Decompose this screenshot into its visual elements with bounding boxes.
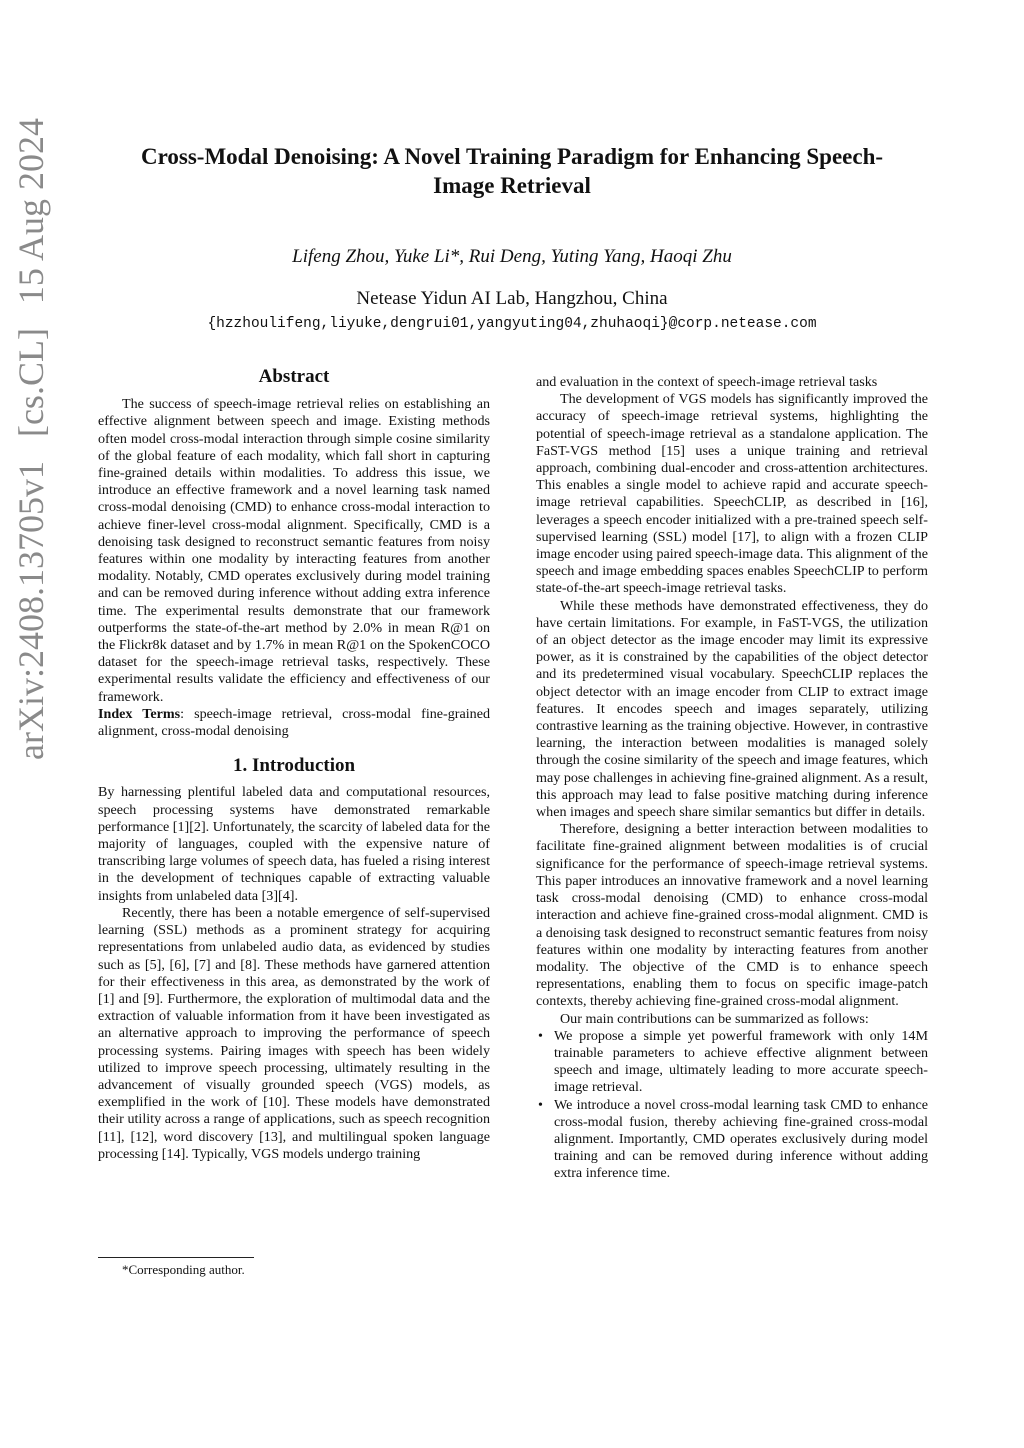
contribution-list: [536, 1028, 928, 1183]
paper-emails: {hzzhoulifeng,liyuke,dengrui01,yangyuting04,zhuhaoqi}@corp.netease.com: [207, 316, 817, 332]
index-terms: [98, 706, 490, 740]
bullet-icon: •: [538, 1027, 543, 1044]
bullet-icon: •: [538, 1096, 543, 1113]
intro-continuation: and evaluation in the context of speech-image retrieval tasks: [536, 374, 878, 390]
list-item: [536, 1097, 928, 1183]
index-terms-label: Index Terms: [98, 705, 181, 722]
paper-authors: Lifeng Zhou, Yuke Li*, Rui Deng, Yuting Yang, Haoqi Zhu: [292, 246, 732, 267]
right-column: [536, 374, 928, 1183]
arxiv-date: 15 Aug 2024: [11, 118, 51, 305]
intro-paragraph: Recently, there has been a notable emergence of self-supervised learning (SSL) methods as a prominent strategy for acquiring representations from unlabeled audio data, as evidenced by studies such as [5], [6], [7] and [8]. These methods have garnered attention for their effectiveness in this area, as demonstrated by the work of [1] and [9]. Furthermore, the exploration of multimodal data and the extraction of valuable information from it have been investigated as an alternative approach to improving the performance of speech processing systems. Pairing images with speech has been widely utilized to improve speech processing, ultimately resulting in the advancement of visually grounded speech (VGS) models, as exemplified in the work of [10]. These models have demonstrated their utility across a range of applications, such as speech recognition [11], [12], word discovery [13], and multilingual spoken language processing [14]. Typically, VGS models undergo training: [98, 904, 490, 1162]
arxiv-category: [cs.CL]: [11, 328, 51, 438]
introduction-heading: 1. Introduction: [232, 755, 356, 777]
footnote: *Corresponding author.: [122, 1262, 245, 1277]
index-terms-text: : speech-image retrieval, cross-modal fine-grained alignment, cross-modal denoising: [98, 705, 490, 740]
arxiv-stamp: [10, 118, 52, 760]
intro-paragraph: By harnessing plentiful labeled data and computational resources, speech processing systems have demonstrated remarkable performance [1][2]. Unfortunately, the scarcity of labeled data for the majority of languages, coupled with the expensive nature of transcribing large volumes of speech data, has fueled a rising interest in the development of techniques capable of extracting valuable insights from unlabeled data [3][4].: [98, 784, 490, 904]
right-paragraph: Our main contributions can be summarized as follows:: [560, 1010, 869, 1027]
right-paragraph: Therefore, designing a better interaction between modalities to facilitate fine-grained alignment between modalities is of crucial significance for the performance of speech-image retrieval systems. This paper introduces an innovative framework and a novel learning task cross-modal denoising (CMD) to enhance cross-modal interaction and achieve fine-grained cross-modal alignment. CMD is a denoising task designed to reconstruct semantic features from noisy features within one modality by interacting features from another modality. The objective of the CMD is to enhance speech representations, enabling them to focus on specific image-patch contexts, thereby achieving fine-grained cross-modal alignment.: [536, 821, 928, 1010]
abstract-body: The success of speech-image retrieval relies on establishing an effective alignment between speech and image. Existing methods often model cross-modal interaction through simple cosine similarity of the global feature of each modality, which fall short in capturing fine-grained details within modalities. To address this issue, we introduce an effective framework and a novel learning task named cross-modal denoising (CMD) to enhance cross-modal interaction to achieve finer-level cross-modal alignment. Specifically, CMD is a denoising task designed to reconstruct semantic features from noisy features within one modality by interacting features from another modality. Notably, CMD operates exclusively during model training and can be removed during inference without adding extra inference time. The experimental results demonstrate that our framework outperforms the state-of-the-art method by 2.0% in mean R@1 on the Flickr8k dataset and by 1.7% in mean R@1 on the SpokenCOCO dataset for the speech-image retrieval tasks, respectively. These experimental results validate the efficiency and effectiveness of our framework.: [98, 396, 490, 705]
paper-title: Cross-Modal Denoising: A Novel Training Paradigm for Enhancing Speech-Image Retrieval: [140, 144, 884, 198]
paper-affiliation: Netease Yidun AI Lab, Hangzhou, China: [356, 288, 668, 309]
list-item: [536, 1028, 928, 1097]
arxiv-id: arXiv:2408.13705v1: [11, 461, 51, 760]
abstract-heading: Abstract: [258, 366, 330, 387]
right-paragraph: While these methods have demonstrated effectiveness, they do have certain limitations. For example, in FaST-VGS, the utilization of an object detector as the image encoder may limit its expressive power, as it is constrained by the capabilities of the object detector and its predetermined visual vocabulary. SpeechCLIP replaces the object detector with an image encoder from CLIP to extract image features. It encodes speech and images separately, utilizing contrastive learning as the training objective. However, in contrastive learning, the interaction between modalities is managed solely through the cosine similarity of the speech and image features, which may pose challenges in achieving fine-grained alignment. As a result, this approach may lead to false positive matching during inference when images and speech share similar semantics but differ in details.: [536, 597, 928, 821]
right-paragraph: The development of VGS models has significantly improved the accuracy of speech-image retrieval systems, highlighting the potential of speech-image retrieval as a standalone application. The FaST-VGS method [15] uses a unique training and retrieval approach, combining dual-encoder and cross-attention architectures. This enables a single model to achieve rapid and accurate speech-image retrieval capabilities. SpeechCLIP, as described in [16], leverages a speech encoder initialized with a pre-trained speech self-supervised learning (SSL) model [17], to align with a frozen CLIP image encoder using paired speech-image data. This alignment of the speech and image embedding spaces enables SpeechCLIP to perform state-of-the-art speech-image retrieval tasks.: [536, 391, 928, 597]
contribution-text: We introduce a novel cross-modal learning task CMD to enhance cross-modal fusion, thereby achieving fine-grained cross-modal alignment. Importantly, CMD operates exclusively during model training and can be removed during inference without adding extra inference time.: [554, 1096, 928, 1182]
left-column: [98, 368, 490, 1163]
contribution-text: We propose a simple yet powerful framework with only 14M trainable parameters to achieve effective alignment between speech and image, ultimately leading to more accurate speech-image retrieval.: [554, 1027, 928, 1096]
footnote-rule: [98, 1257, 254, 1258]
